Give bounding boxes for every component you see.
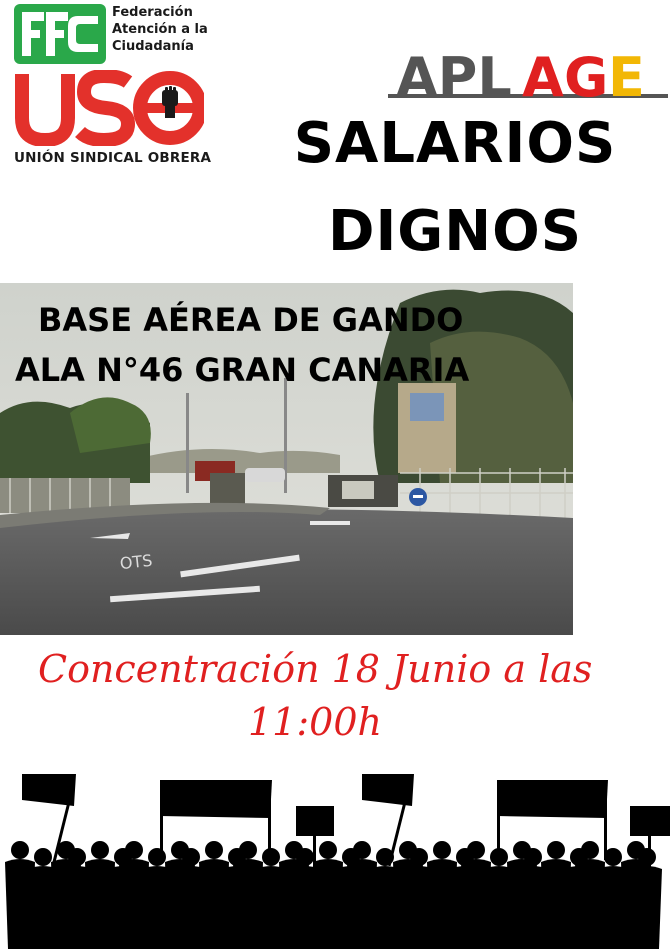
ffc-federation-name xyxy=(112,4,222,55)
ffc-logo xyxy=(14,4,106,64)
crowd-people xyxy=(5,841,662,949)
person-head xyxy=(490,848,508,866)
person-head xyxy=(205,841,223,859)
person-head xyxy=(182,848,200,866)
protest-crowd-silhouette xyxy=(0,760,670,949)
person-head xyxy=(319,841,337,859)
uso-subtitle: UNIÓN SINDICAL OBRERA xyxy=(14,150,212,166)
headline-line-2: DIGNOS xyxy=(327,199,583,264)
person-head xyxy=(433,841,451,859)
person-head xyxy=(547,841,565,859)
person-head xyxy=(353,841,371,859)
ffc-line-2: Atención a la xyxy=(112,22,208,37)
fist-icon xyxy=(162,86,178,118)
ffc-line-1: Federación xyxy=(112,5,193,20)
location-line-1: BASE AÉREA DE GANDO xyxy=(38,301,464,339)
person-head xyxy=(581,841,599,859)
person-head xyxy=(524,848,542,866)
svg-text:G: G xyxy=(564,50,609,102)
person-head xyxy=(11,841,29,859)
person-head xyxy=(68,848,86,866)
person-head xyxy=(296,848,314,866)
person-head xyxy=(125,841,143,859)
location-text xyxy=(0,295,573,395)
person-body xyxy=(632,866,662,949)
uso-logo xyxy=(12,70,204,146)
svg-text:APL: APL xyxy=(396,50,512,102)
person-head xyxy=(148,848,166,866)
svg-text:A: A xyxy=(522,50,564,102)
location-line-2: ALA N°46 GRAN CANARIA xyxy=(15,351,470,389)
person-head xyxy=(91,841,109,859)
event-line-1: Concentración 18 Junio a las xyxy=(38,647,593,691)
svg-text:OTS: OTS xyxy=(118,550,154,574)
person-head xyxy=(467,841,485,859)
ffc-line-3: Ciudadanía xyxy=(112,39,194,54)
aplage-logo xyxy=(388,50,668,102)
person-head xyxy=(239,841,257,859)
person-head xyxy=(638,848,656,866)
person-head xyxy=(262,848,280,866)
person-head xyxy=(410,848,428,866)
person-head xyxy=(604,848,622,866)
svg-text:E: E xyxy=(608,50,645,102)
person-head xyxy=(376,848,394,866)
person-head xyxy=(34,848,52,866)
event-line-2: 11:00h xyxy=(248,700,382,744)
headline-line-1: SALARIOS xyxy=(293,111,617,176)
